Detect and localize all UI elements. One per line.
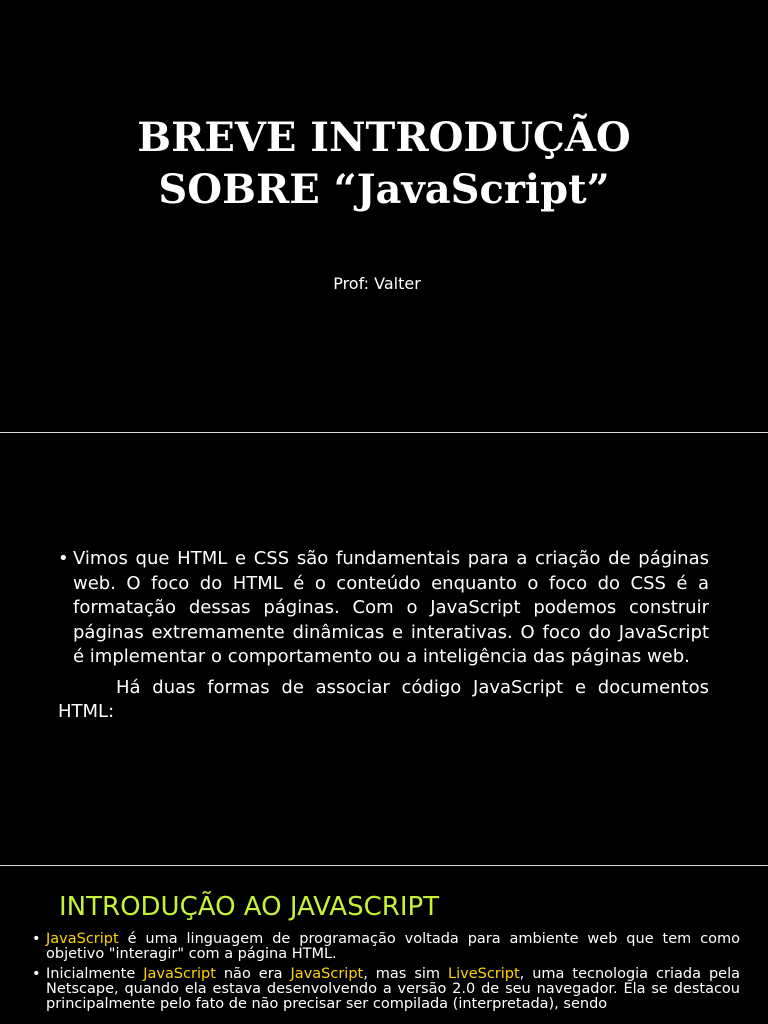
bullet-text: é uma linguagem de programação voltada para ambiente web que tem como objetivo "interagir" com a página HTML. xyxy=(46,931,740,962)
bullet-item xyxy=(32,967,740,1012)
slide-title xyxy=(0,112,768,216)
content-slide xyxy=(0,433,768,865)
highlighted-term: LiveScript xyxy=(448,966,520,982)
bullet-mark: • xyxy=(32,931,41,947)
bullet-item xyxy=(32,932,740,962)
bullet-text: , mas sim xyxy=(363,966,448,982)
highlighted-term: JavaScript xyxy=(143,966,216,982)
highlighted-term: JavaScript xyxy=(290,966,364,982)
slide-title-line-2: SOBRE “JavaScript” xyxy=(158,166,610,213)
bullet-mark: • xyxy=(32,966,41,982)
bullet-text: não era xyxy=(215,966,291,982)
slide-title-line-1: BREVE INTRODUÇÃO xyxy=(137,114,631,161)
title-slide xyxy=(0,0,768,432)
slide-body xyxy=(32,932,740,1017)
bullet-text: Inicialmente xyxy=(46,966,144,982)
body-paragraph: Há duas formas de associar código JavaScript e documentos HTML: xyxy=(58,676,709,722)
slide-heading: INTRODUÇÃO AO JAVASCRIPT xyxy=(59,892,440,922)
highlighted-term: JavaScript xyxy=(46,931,119,947)
bullet-text: Vimos que HTML e CSS são fundamentais para a criação de páginas web. O foco do HTML é o conteúdo enquanto o foco do CSS é a formatação dessas páginas. Com o JavaScript podemos construir páginas extremamente dinâmicas e interativas. O foco do JavaScript é implementar o comportamento ou a inteligência das páginas web. xyxy=(73,548,709,667)
slide-subtitle: Prof: Valter xyxy=(333,274,421,293)
slide-body xyxy=(58,547,709,725)
bullet-mark: • xyxy=(58,548,69,569)
bullet-text: , uma tecnologia criada pela Netscape, quando ela estava desenvolvendo a versão 2.0 de seu navegador. Ela se destacou principalmente pelo fato de não precisar ser compilada (interpretada), sendo xyxy=(46,966,740,1012)
bullet-item xyxy=(58,547,709,670)
intro-slide xyxy=(0,866,768,1024)
